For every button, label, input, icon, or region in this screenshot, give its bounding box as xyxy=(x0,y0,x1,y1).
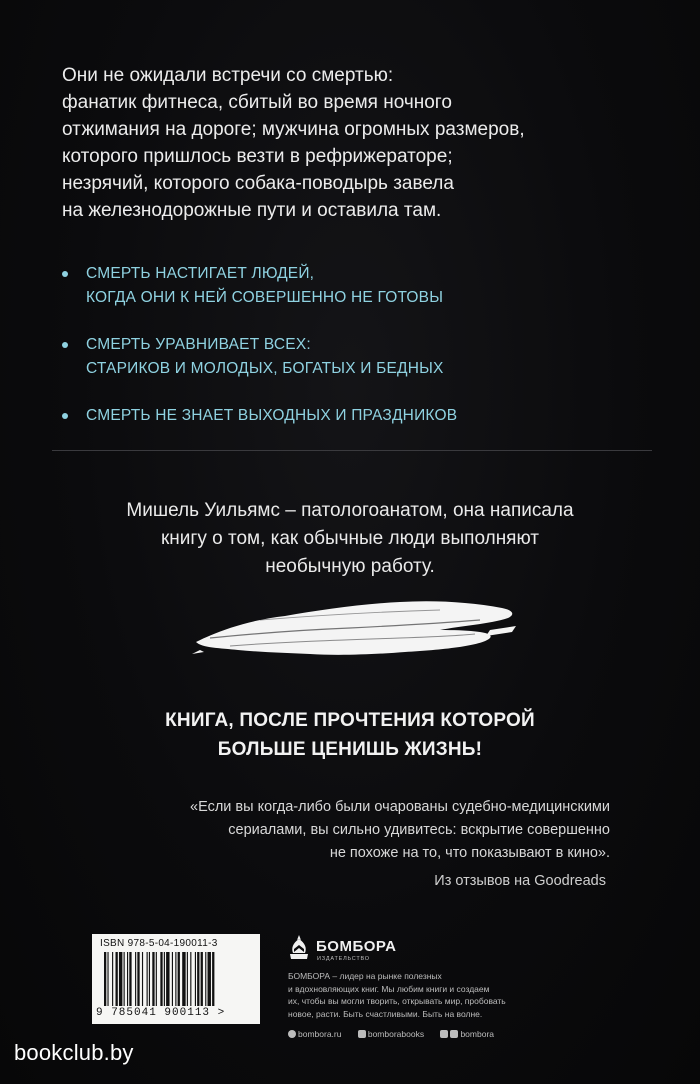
intro-paragraph xyxy=(62,62,662,224)
quote-source: Из отзывов на Goodreads xyxy=(434,873,606,889)
publisher-name: БОМБОРА xyxy=(316,938,397,955)
review-quote xyxy=(0,796,610,865)
social-link-site[interactable] xyxy=(288,1029,341,1039)
bullet-line: СМЕРТЬ НЕ ЗНАЕТ ВЫХОДНЫХ И ПРАЗДНИКОВ xyxy=(86,407,458,424)
bio-line: книгу о том, как обычные люди выполняют xyxy=(160,528,540,549)
intro-line: Они не ожидали встречи со смертью: xyxy=(62,65,394,86)
social-link-books[interactable] xyxy=(358,1029,424,1039)
social-link-video[interactable] xyxy=(440,1029,494,1039)
divider xyxy=(52,450,652,451)
ean-digits: 9 785041 900113 > xyxy=(96,1007,226,1019)
social-link-label: bombora.ru xyxy=(298,1029,342,1039)
bullet-item xyxy=(60,404,660,428)
bullet-dot-icon xyxy=(62,413,68,419)
globe-icon xyxy=(288,1030,296,1038)
bullet-line: СМЕРТЬ УРАВНИВАЕТ ВСЕХ: xyxy=(86,336,311,353)
publisher-description xyxy=(288,970,548,1020)
chat-icon xyxy=(358,1030,366,1038)
tagline-line: КНИГА, ПОСЛЕ ПРОЧТЕНИЯ КОТОРОЙ xyxy=(165,710,535,731)
isbn-label: ISBN 978-5-04-190011-3 xyxy=(100,938,218,949)
bullet-item xyxy=(60,333,660,381)
publisher-description-line: БОМБОРА – лидер на рынке полезных xyxy=(288,971,442,981)
intro-line: которого пришлось везти в рефрижераторе; xyxy=(62,146,453,167)
tagline-line: БОЛЬШЕ ЦЕНИШЬ ЖИЗНЬ! xyxy=(217,739,483,760)
bullet-line: СТАРИКОВ И МОЛОДЫХ, БОГАТЫХ И БЕДНЫХ xyxy=(86,360,444,377)
watermark: bookclub.by xyxy=(14,1040,134,1065)
intro-line: отжимания на дороге; мужчина огромных размеров, xyxy=(62,119,525,140)
bio-line: Мишель Уильямс – патологоанатом, она написала xyxy=(126,500,574,521)
quote-line: не похоже на то, что показывают в кино». xyxy=(329,845,610,861)
quote-line: сериалами, вы сильно удивитесь: вскрытие совершенно xyxy=(228,822,610,838)
bullet-line: КОГДА ОНИ К НЕЙ СОВЕРШЕННО НЕ ГОТОВЫ xyxy=(86,289,444,306)
intro-line: незрячий, которого собака-поводырь завела xyxy=(62,173,454,194)
publisher-description-line: их, чтобы вы могли творить, открывать мир, пробовать xyxy=(288,996,506,1006)
bullet-item xyxy=(60,262,660,310)
video-icon xyxy=(440,1030,448,1038)
social-link-label: bombora xyxy=(460,1029,495,1039)
author-bio xyxy=(0,497,700,581)
bullet-dot-icon xyxy=(62,271,68,277)
bullet-list xyxy=(60,262,660,428)
bio-line: необычную работу. xyxy=(265,556,435,577)
bullet-line: СМЕРТЬ НАСТИГАЕТ ЛЮДЕЙ, xyxy=(86,265,315,282)
intro-line: на железнодорожные пути и оставила там. xyxy=(62,200,442,221)
barcode-bars-icon xyxy=(104,952,248,1006)
social-link-label: bomborabooks xyxy=(367,1029,425,1039)
tagline xyxy=(0,706,700,764)
social-links xyxy=(288,1029,548,1039)
quote-line: «Если вы когда-либо были очарованы судебно-медицинскими xyxy=(190,799,610,815)
publisher-subtitle: ИЗДАТЕЛЬСТВО xyxy=(317,956,370,962)
brush-stroke-icon xyxy=(190,590,520,670)
bullet-dot-icon xyxy=(62,342,68,348)
intro-line: фанатик фитнеса, сбитый во время ночного xyxy=(62,92,452,113)
bombora-logo-icon xyxy=(288,934,310,960)
publisher-description-line: и вдохновляющих книг. Мы любим книги и создаем xyxy=(288,983,490,994)
play-icon xyxy=(450,1030,458,1038)
barcode xyxy=(92,934,260,1024)
publisher-description-line: новое, расти. Быть счастливыми. Быть на волне. xyxy=(288,1008,483,1019)
